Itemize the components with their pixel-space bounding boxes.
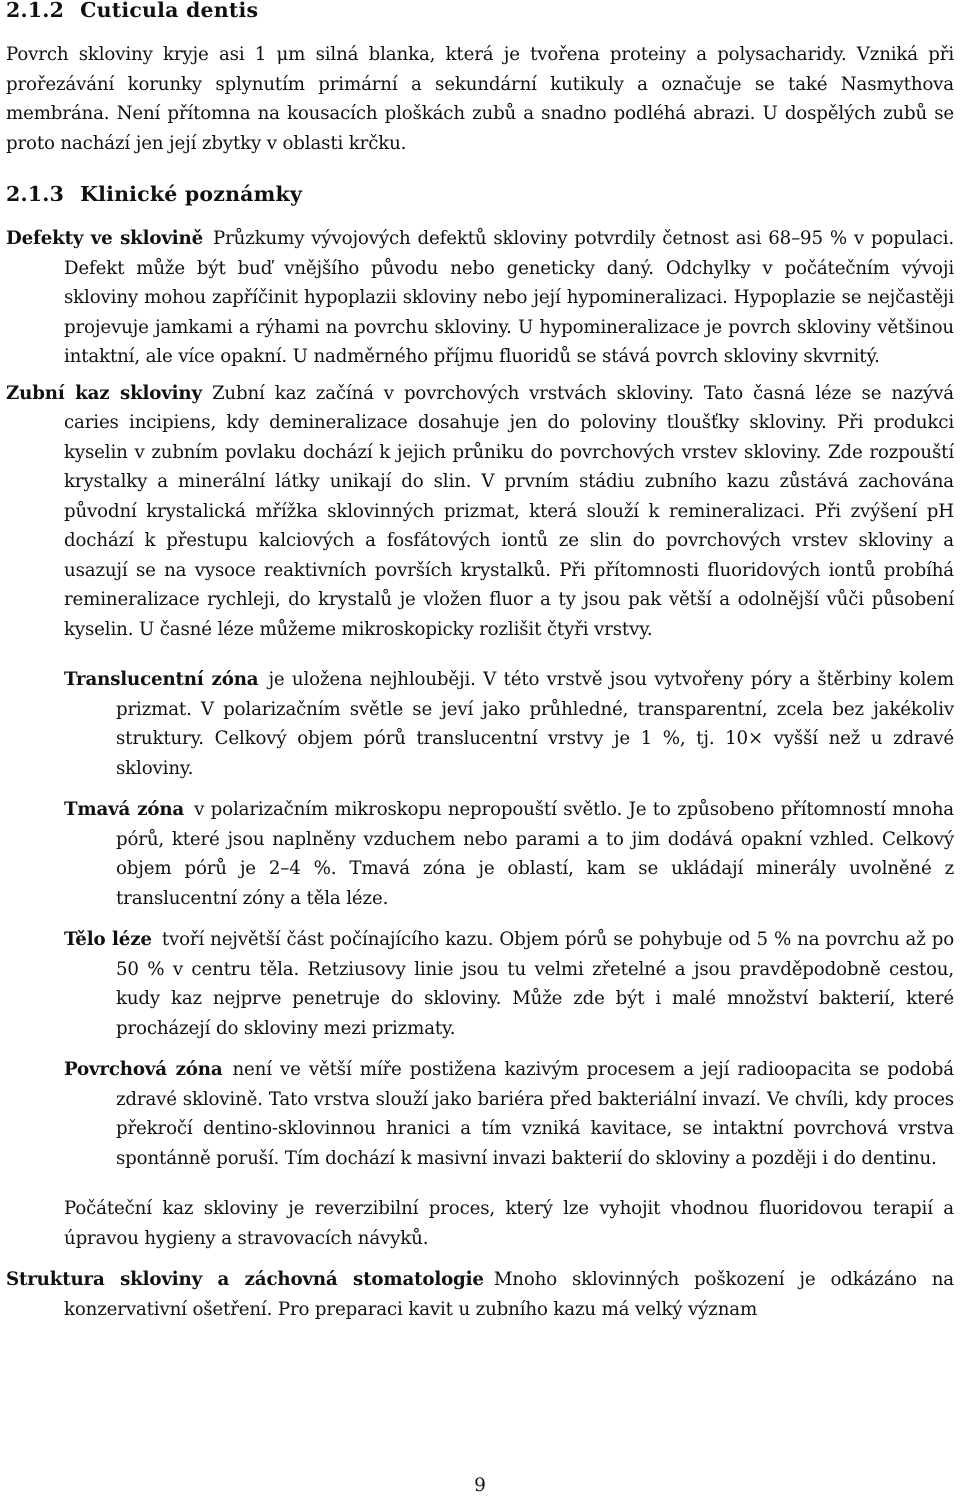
zone-item-povrchova <box>64 1055 954 1173</box>
item-text: Průzkumy vývojových defektů skloviny potvrdily četnost asi 68–95 % v populaci. Defekt může být buď vnějšího původu nebo geneticky daný. Odchylky v počátečním vývoji skloviny mohou zapříčinit hypoplazii skloviny nebo její hypomineralizaci. Hypoplazie se nejčastěji projevuje jamkami a rýhami na povrchu skloviny. U hypomineralizace je povrch skloviny většinou intaktní, ale více opakní. U nadměrného příjmu fluoridů se stává povrch skloviny skvrnitý. <box>64 228 954 367</box>
description-item-defekty <box>6 224 954 372</box>
zone-item-telo-leze <box>64 925 954 1043</box>
zone-text: není ve větší míře postižena kazivým procesem a její radioopacita se podobá zdravé sklovině. Tato vrstva slouží jako bariéra před bakteriální invazí. Ve chvíli, kdy proces překročí dentino-sklovinnou hranici a tím vzniká kavitace, se intaktní povrchová vrstva spontánně poruší. Tím dochází k masivní invazi bakterií do skloviny a později i do dentinu. <box>116 1059 954 1169</box>
item-term: Struktura skloviny a záchovná stomatologie <box>6 1269 484 1290</box>
item-term: Defekty ve sklovině <box>6 228 204 249</box>
zone-text: je uložena nejhlouběji. V této vrstvě jsou vytvořeny póry a štěrbiny kolem prizmat. V polarizačním světle se jeví jako průhledné, transparentní, zcela bez jakékoliv struktury. Celkový objem pórů translucentní vrstvy je 1 %, tj. 10× vyšší než u zdravé skloviny. <box>116 669 954 779</box>
closing-paragraph: Počáteční kaz skloviny je reverzibilní proces, který lze vyhojit vhodnou fluoridovou terapií a úpravou hygieny a stravovacích návyků. <box>64 1198 954 1249</box>
section-heading-cuticula <box>6 0 954 24</box>
document-page <box>6 0 954 1324</box>
description-item-zubni-kaz <box>6 379 954 645</box>
zone-term: Povrchová zóna <box>64 1059 223 1080</box>
section-title: Klinické poznámky <box>80 182 303 206</box>
zone-item-translucentni <box>64 665 954 783</box>
zone-term: Tmavá zóna <box>64 799 185 820</box>
section-number: 2.1.2 <box>6 0 65 22</box>
section-heading-klinicke <box>6 180 954 208</box>
item-text: Zubní kaz začíná v povrchových vrstvách skloviny. Tato časná léze se nazývá caries incipiens, kdy demineralizace dosahuje jen do poloviny tloušťky skloviny. Při produkci kyselin v zubním povlaku dochází k jejich průniku do povrchových vrstev skloviny. Zde rozpouští krystalky a minerální látky unikají do slin. V prvním stádiu zubního kazu zůstává zachována původní krystalická mřížka sklovinných prizmat, která slouží k remineralizaci. Při zvýšení pH dochází k přestupu kalciových a fosfátových iontů ze slin do povrchových vrstev skloviny a usazují se na vysoce reaktivních površích krystalků. Při přítomnosti fluoridových iontů probíhá remineralizace rychleji, do krystalů je vložen fluor a ty jsou pak větší a odolnější vůči působení kyselin. U časné léze můžeme mikroskopicky rozlišit čtyři vrstvy. <box>64 382 954 640</box>
section-number: 2.1.3 <box>6 182 65 206</box>
zone-item-tmava <box>64 795 954 913</box>
section-title: Cuticula dentis <box>80 0 259 22</box>
zone-term: Tělo léze <box>64 929 152 950</box>
item-text: Mnoho sklovinných poškození je odkázáno na konzervativní ošetření. Pro preparaci kavit u zubního kazu má velký význam <box>64 1269 954 1320</box>
page-number: 9 <box>474 1475 486 1496</box>
zone-term: Translucentní zóna <box>64 669 259 690</box>
cuticula-paragraph: Povrch skloviny kryje asi 1 μm silná blanka, která je tvořena proteiny a polysacharidy. Vzniká při prořezávání korunky splynutím primární a sekundární kutikuly a označuje se také Nasmythova membrána. Není přítomna na kousacích ploškách zubů a snadno podléhá abrazi. U dospělých zubů se proto nachází jen její zbytky v oblasti krčku. <box>6 44 954 154</box>
item-term: Zubní kaz skloviny <box>6 382 202 404</box>
zone-text: v polarizačním mikroskopu nepropouští světlo. Je to způsobeno přítomností mnoha pórů, které jsou naplněny vzduchem nebo parami a to jim dodává opakní vzhled. Celkový objem pórů je 2–4 %. Tmavá zóna je oblastí, kam se ukládají minerály uvolněné z translucentní zóny a těla léze. <box>116 799 954 909</box>
description-item-struktura <box>6 1265 954 1324</box>
zone-text: tvoří největší část počínajícího kazu. Objem pórů se pohybuje od 5 % na povrchu až po 50 % v centru těla. Retziusovy linie jsou tu velmi zřetelné a jsou pravděpodobně cestou, kudy kaz nejprve penetruje do skloviny. Může zde být i malé množství bakterií, které procházejí do skloviny mezi prizmaty. <box>116 929 954 1039</box>
